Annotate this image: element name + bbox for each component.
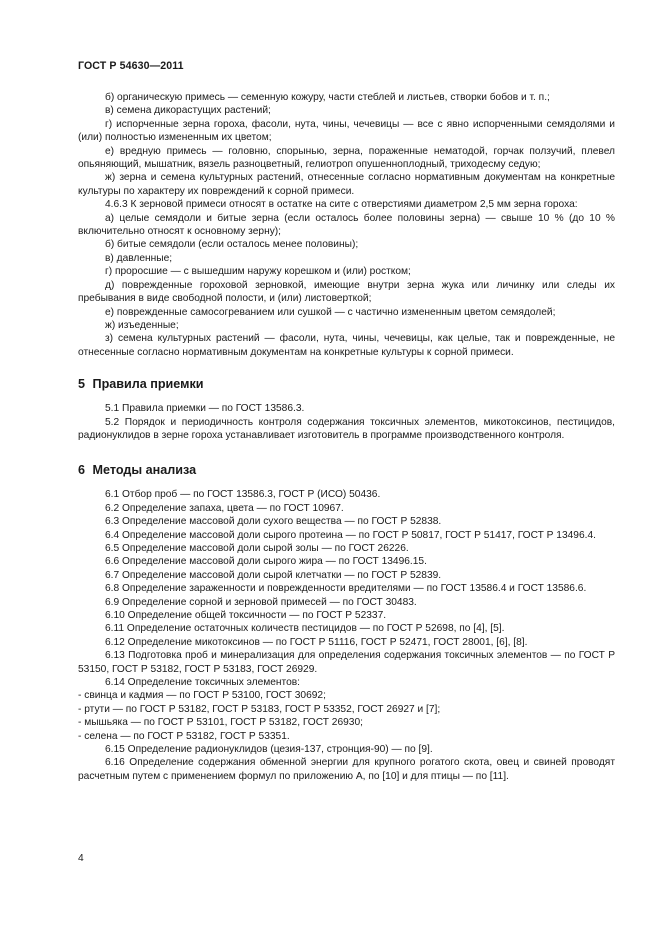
list-item: в) семена дикорастущих растений; (105, 105, 271, 117)
list-item: г) испорченные зерна гороха, фасоли, нута, чины, чечевицы — все с явно испорченными семядолями и (или) полностью измененным их цветом; (78, 118, 615, 144)
section-number: 5 (78, 377, 86, 392)
clause: 6.1 Отбор проб — по ГОСТ 13586.3, ГОСТ Р (ИСО) 50436. (105, 489, 381, 501)
clause: 6.9 Определение сорной и зерновой примесей — по ГОСТ 30483. (105, 596, 417, 608)
list-item: з) семена культурных растений — фасоли, нута, чины, чечевицы, как целые, так и поврежденные, не отнесенные согласно нормативным документам на конкретные культуры к сорной примеси. (78, 333, 615, 358)
list-item: б) битые семядоли (если осталось менее половины); (105, 239, 359, 251)
section-title: Методы анализа (92, 463, 197, 478)
clause: 6.11 Определение остаточных количеств пестицидов — по ГОСТ Р 52698, по [4], [5]. (105, 623, 505, 635)
page-number: 4 (78, 853, 84, 864)
clause: 6.4 Определение массовой доли сырого протеина — по ГОСТ Р 50817, ГОСТ Р 51417, ГОСТ Р 13496.4. (105, 529, 596, 541)
toxic-element-item: - свинца и кадмия — по ГОСТ Р 53100, ГОСТ 30692; (78, 690, 326, 702)
list-item: ж) изъеденные; (105, 319, 179, 331)
standard-code: ГОСТ Р 54630—2011 (78, 60, 184, 72)
clause: 5.2 Порядок и периодичность контроля содержания токсичных элементов, микотоксинов, пестицидов, радионуклидов в зерне гороха устанавливает изготовитель в программе производственного контроля. (78, 416, 615, 441)
clause: 6.16 Определение содержания обменной энергии для крупного рогатого скота, овец и свиней проводят расчетным путем с применением формул по приложению А, по [10] и для птицы — по [11]. (78, 757, 615, 782)
toxic-element-item: - мышьяка — по ГОСТ Р 53101, ГОСТ Р 53182, ГОСТ 26930; (78, 717, 363, 729)
clause: 6.5 Определение массовой доли сырой золы — по ГОСТ 26226. (105, 542, 409, 554)
document-page (78, 60, 615, 783)
clause: 6.14 Определение токсичных элементов: (105, 677, 300, 689)
list-item: а) целые семядоли и битые зерна (если осталось более половины зерна) — свыше 10 % (до 10 % включительно относят к основному зерну); (78, 212, 615, 238)
clause: 6.7 Определение массовой доли сырой клетчатки — по ГОСТ Р 52839. (105, 569, 442, 581)
list-item: ж) зерна и семена культурных растений, отнесенные согласно нормативным документам на конкретные культуры по характеру их повреждений к сорной примеси. (78, 172, 615, 197)
list-item: б) органическую примесь — семенную кожуру, части стеблей и листьев, створки бобов и т. п.; (105, 92, 550, 103)
section-number: 6 (78, 463, 86, 478)
clause: 6.13 Подготовка проб и минерализация для определения содержания токсичных элементов — по ГОСТ Р 53150, ГОСТ Р 53182, ГОСТ Р 53183, ГОСТ 26929. (78, 650, 615, 675)
list-item: е) вредную примесь — головню, спорынью, зерна, пораженные нематодой, горчак ползучий, плевел опьяняющий, мышатник, вязель разноцветный, гелиотроп опушенноплодный, триходесму седую; (78, 145, 615, 171)
toxic-element-item: - ртути — по ГОСТ Р 53182, ГОСТ Р 53183, ГОСТ Р 53352, ГОСТ 26927 и [7]; (78, 703, 441, 715)
clause: 6.8 Определение зараженности и поврежденности вредителями — по ГОСТ 13586.4 и ГОСТ 13586.6. (105, 583, 587, 595)
clause: 6.10 Определение общей токсичности — по ГОСТ Р 52337. (105, 610, 387, 621)
toxic-element-item: - селена — по ГОСТ Р 53182, ГОСТ Р 53351. (78, 730, 290, 742)
list-item: д) поврежденные гороховой зерновкой, имеющие внутри зерна жука или личинку или следы их пребывания в виде свободной полости, и (или) листоверткой; (78, 279, 615, 305)
section-6-heading (78, 463, 615, 478)
list-item: в) давленные; (105, 252, 173, 264)
section-5-heading (78, 377, 615, 392)
clause-4-6-3: 4.6.3 К зерновой примеси относят в остатке на сите с отверстиями диаметром 2,5 мм зерна гороха: (105, 199, 578, 211)
clause: 6.3 Определение массовой доли сухого вещества — по ГОСТ Р 52838. (105, 516, 442, 528)
clause: 5.1 Правила приемки — по ГОСТ 13586.3. (105, 403, 305, 415)
clause: 6.12 Определение микотоксинов — по ГОСТ Р 51116, ГОСТ Р 52471, ГОСТ 28001, [6], [8]. (105, 636, 528, 648)
clause: 6.2 Определение запаха, цвета — по ГОСТ 10967. (105, 502, 344, 514)
list-item: е) поврежденные самосогреванием или сушкой — с частично измененным цветом семядолей; (105, 306, 556, 318)
clause: 6.15 Определение радионуклидов (цезия-137, стронция-90) — по [9]. (105, 744, 433, 756)
clause: 6.6 Определение массовой доли сырого жира — по ГОСТ 13496.15. (105, 556, 427, 568)
list-item: г) проросшие — с вышедшим наружу корешком и (или) ростком; (105, 266, 411, 278)
section-title: Правила приемки (92, 377, 204, 392)
